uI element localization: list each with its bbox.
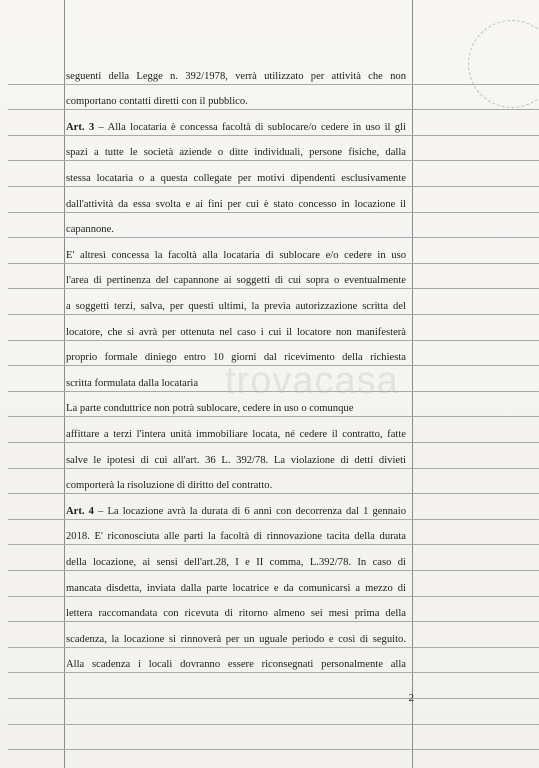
text-line: scritta formulata dalla locataria bbox=[66, 378, 199, 389]
text-fragment: – La locazione avrà la durata di 6 anni con decorrenza dal 1 gennaio bbox=[98, 506, 406, 517]
ruled-line bbox=[8, 416, 539, 417]
watermark: trovacasa bbox=[225, 360, 399, 402]
ruled-line bbox=[8, 84, 539, 85]
ruled-line bbox=[8, 186, 539, 187]
ruled-line bbox=[8, 442, 539, 443]
page-number: 2 bbox=[408, 692, 414, 704]
ruled-line bbox=[8, 493, 539, 494]
ruled-line bbox=[8, 263, 539, 264]
text-line: lettera raccomandata con ricevuta di ritorno almeno sei mesi prima della bbox=[66, 608, 406, 619]
text-fragment: – Alla locataria è concessa facoltà di sublocare/o cedere in uso il gli bbox=[98, 122, 406, 133]
article-heading: Art. 4 bbox=[66, 506, 94, 517]
text-line: proprio formale diniego entro 10 giorni dal ricevimento della richiesta bbox=[66, 352, 406, 363]
text-line: a soggetti terzi, salva, per questi ultimi, la previa autorizzazione scritta del bbox=[66, 301, 406, 312]
ruled-line bbox=[8, 544, 539, 545]
ruled-line bbox=[8, 621, 539, 622]
ruled-line bbox=[8, 570, 539, 571]
stamp-mark bbox=[468, 20, 539, 108]
text-line: E' altresì concessa la facoltà alla locataria di sublocare e/o cedere in uso bbox=[66, 250, 406, 261]
text-line: spazi a tutte le società aziende o ditte individuali, persone fisiche, dalla bbox=[66, 147, 406, 158]
text-line: capannone. bbox=[66, 224, 114, 235]
text-line: mancata disdetta, inviata dalla parte locatrice e da comunicarsi a mezzo di bbox=[66, 583, 406, 594]
text-line: scadenza, la locazione si rinnoverà per un uguale periodo e così di seguito. bbox=[66, 634, 406, 645]
text-line: seguenti della Legge n. 392/1978, verrà utilizzato per attività che non bbox=[66, 71, 406, 82]
ruled-line bbox=[8, 672, 539, 673]
text-line: Alla scadenza i locali dovranno essere riconsegnati personalmente alla bbox=[66, 659, 406, 670]
text-line: comporterà la risoluzione di diritto del contratto. bbox=[66, 480, 273, 491]
ruled-line bbox=[8, 212, 539, 213]
ruled-line bbox=[8, 160, 539, 161]
ruled-line bbox=[8, 749, 539, 750]
text-line: affittare a terzi l'intera unità immobiliare locata, né cedere il contratto, fatte bbox=[66, 429, 406, 440]
ruled-line bbox=[8, 237, 539, 238]
text-line: 2018. E' riconosciuta alle parti la facoltà di rinnovazione tacita della durata bbox=[66, 531, 406, 542]
text-line: comportano contatti diretti con il pubblico. bbox=[66, 96, 248, 107]
text-line: La parte conduttrice non potrà sublocare, cedere in uso o comunque bbox=[66, 403, 354, 414]
ruled-line bbox=[8, 288, 539, 289]
ruled-line bbox=[8, 519, 539, 520]
ruled-line bbox=[8, 109, 539, 110]
ruled-line bbox=[8, 724, 539, 725]
text-line bbox=[66, 121, 406, 135]
ruled-line bbox=[8, 698, 539, 699]
ruled-line bbox=[8, 314, 539, 315]
ruled-line bbox=[8, 135, 539, 136]
text-line: della locazione, ai sensi dell'art.28, I e II comma, L.392/78. In caso di bbox=[66, 557, 406, 568]
ruled-line bbox=[8, 340, 539, 341]
right-margin-rule bbox=[412, 0, 413, 768]
left-margin-rule bbox=[64, 0, 65, 768]
text-line: stessa locataria o a questa collegate per motivi dipendenti esclusivamente bbox=[66, 173, 406, 184]
ruled-line bbox=[8, 468, 539, 469]
text-line bbox=[66, 505, 406, 519]
ruled-line bbox=[8, 391, 539, 392]
ruled-line bbox=[8, 365, 539, 366]
text-line: dall'attività da essa svolta e ai fini per cui è stato concesso in locazione il bbox=[66, 199, 406, 210]
text-line: salve le ipotesi di cui all'art. 36 L. 392/78. La violazione di detti divieti bbox=[66, 455, 406, 466]
text-line: locatore, che si avrà per ottenuta nel caso i cui il locatore non manifesterà bbox=[66, 327, 406, 338]
article-heading: Art. 3 bbox=[66, 122, 95, 133]
text-line: l'area di pertinenza del capannone ai soggetti di cui sopra o eventualmente bbox=[66, 275, 406, 286]
ruled-line bbox=[8, 596, 539, 597]
ruled-line bbox=[8, 647, 539, 648]
